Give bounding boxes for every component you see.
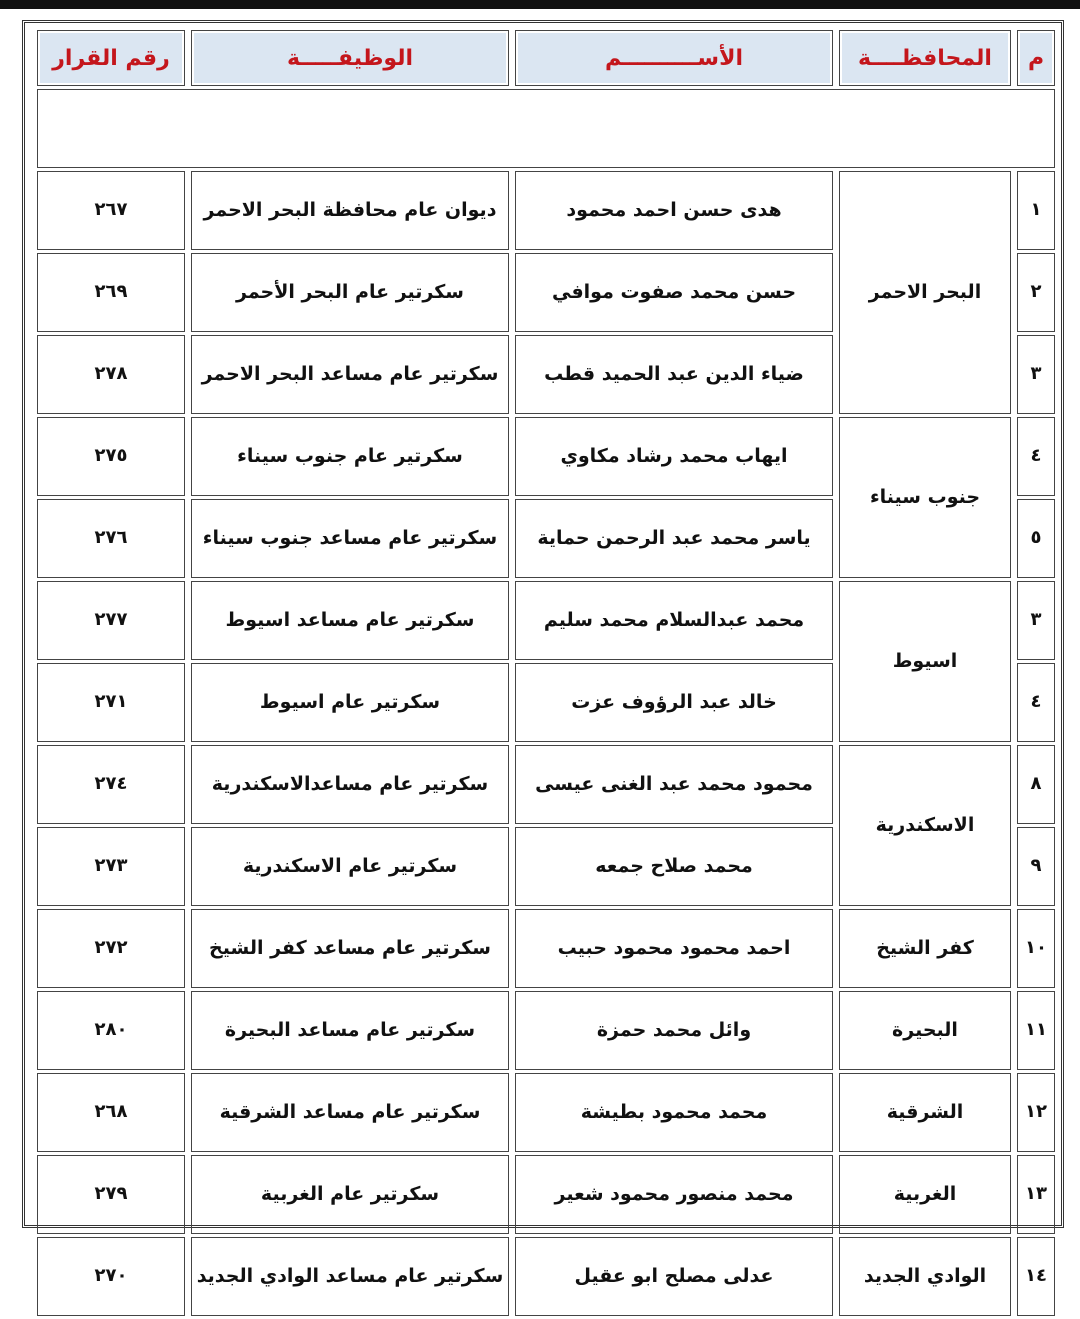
person-name: حسن محمد صفوت موافي (515, 253, 833, 332)
row-number: ٢ (1017, 253, 1055, 332)
decision-number: ٢٦٨ (37, 1073, 185, 1152)
table-row (37, 581, 1055, 660)
row-number: ١٤ (1017, 1237, 1055, 1316)
row-number: ٣ (1017, 581, 1055, 660)
table-row (37, 1237, 1055, 1316)
decision-number: ٢٨٠ (37, 991, 185, 1070)
person-name: محمد منصور محمود شعير (515, 1155, 833, 1234)
header-spacer (37, 89, 1055, 168)
header-decision-number: رقم القرار (37, 30, 185, 86)
decision-number: ٢٧٨ (37, 335, 185, 414)
job-title: سكرتير عام اسيوط (191, 663, 509, 742)
decision-number: ٢٧٦ (37, 499, 185, 578)
header-governorate: المحافظــــة (839, 30, 1011, 86)
person-name: وائل محمد حمزة (515, 991, 833, 1070)
header-job: الوظيفـــــة (191, 30, 509, 86)
row-number: ١٢ (1017, 1073, 1055, 1152)
governorate-cell: كفر الشيخ (839, 909, 1011, 988)
person-name: هدى حسن احمد محمود (515, 171, 833, 250)
decision-number: ٢٧١ (37, 663, 185, 742)
appointments-table (31, 27, 1061, 1319)
header-num: م (1017, 30, 1055, 86)
row-number: ٨ (1017, 745, 1055, 824)
header-row (37, 30, 1055, 86)
job-title: سكرتير عام مساعد اسيوط (191, 581, 509, 660)
governorate-cell: الاسكندرية (839, 745, 1011, 906)
person-name: ايهاب محمد رشاد مكاوي (515, 417, 833, 496)
job-title: سكرتير عام مساعد جنوب سيناء (191, 499, 509, 578)
person-name: ياسر محمد عبد الرحمن حماية (515, 499, 833, 578)
row-number: ٤ (1017, 417, 1055, 496)
row-number: ١١ (1017, 991, 1055, 1070)
decision-number: ٢٧٠ (37, 1237, 185, 1316)
row-number: ١٠ (1017, 909, 1055, 988)
row-number: ١ (1017, 171, 1055, 250)
job-title: سكرتير عام مساعد البحيرة (191, 991, 509, 1070)
job-title: ديوان عام محافظة البحر الاحمر (191, 171, 509, 250)
decision-number: ٢٧٢ (37, 909, 185, 988)
governorate-cell: الغربية (839, 1155, 1011, 1234)
person-name: محمد صلاح جمعه (515, 827, 833, 906)
person-name: محمد محمود بطيشة (515, 1073, 833, 1152)
person-name: ضياء الدين عبد الحميد قطب (515, 335, 833, 414)
person-name: محمد عبدالسلام محمد سليم (515, 581, 833, 660)
row-number: ٣ (1017, 335, 1055, 414)
person-name: عدلى مصلح ابو عقيل (515, 1237, 833, 1316)
job-title: سكرتير عام البحر الأحمر (191, 253, 509, 332)
person-name: محمود محمد عبد الغنى عيسى (515, 745, 833, 824)
governorate-cell: اسيوط (839, 581, 1011, 742)
decision-number: ٢٧٥ (37, 417, 185, 496)
row-number: ٤ (1017, 663, 1055, 742)
job-title: سكرتير عام مساعد الوادي الجديد (191, 1237, 509, 1316)
table-row (37, 991, 1055, 1070)
job-title: سكرتير عام مساعد الشرقية (191, 1073, 509, 1152)
document-sheet (22, 20, 1064, 1288)
governorate-cell: الوادي الجديد (839, 1237, 1011, 1316)
table-row (37, 417, 1055, 496)
decision-number: ٢٧٧ (37, 581, 185, 660)
decision-number: ٢٧٣ (37, 827, 185, 906)
top-border-bar (0, 0, 1080, 9)
governorate-cell: جنوب سيناء (839, 417, 1011, 578)
row-number: ١٣ (1017, 1155, 1055, 1234)
governorate-cell: البحر الاحمر (839, 171, 1011, 414)
table-row (37, 1155, 1055, 1234)
decision-number: ٢٧٩ (37, 1155, 185, 1234)
job-title: سكرتير عام مساعد البحر الاحمر (191, 335, 509, 414)
decision-number: ٢٦٩ (37, 253, 185, 332)
job-title: سكرتير عام الغربية (191, 1155, 509, 1234)
table-row (37, 909, 1055, 988)
row-number: ٩ (1017, 827, 1055, 906)
table-row (37, 1073, 1055, 1152)
job-title: سكرتير عام الاسكندرية (191, 827, 509, 906)
person-name: احمد محمود محمود حبيب (515, 909, 833, 988)
job-title: سكرتير عام مساعدالاسكندرية (191, 745, 509, 824)
table-row (37, 171, 1055, 250)
header-name: الأســــــــــم (515, 30, 833, 86)
row-number: ٥ (1017, 499, 1055, 578)
job-title: سكرتير عام مساعد كفر الشيخ (191, 909, 509, 988)
governorate-cell: الشرقية (839, 1073, 1011, 1152)
job-title: سكرتير عام جنوب سيناء (191, 417, 509, 496)
decision-number: ٢٧٤ (37, 745, 185, 824)
person-name: خالد عبد الرؤوف عزت (515, 663, 833, 742)
governorate-cell: البحيرة (839, 991, 1011, 1070)
decision-number: ٢٦٧ (37, 171, 185, 250)
table-row (37, 745, 1055, 824)
